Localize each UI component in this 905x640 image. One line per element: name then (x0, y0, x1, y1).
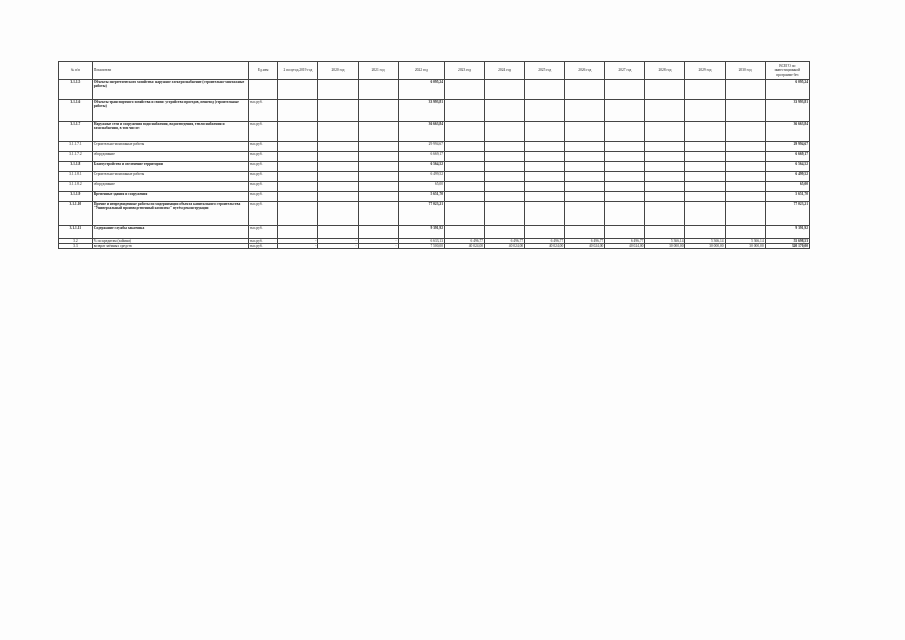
row-value (565, 192, 605, 202)
row-value (358, 122, 398, 142)
row-value: 36 663,84 (398, 122, 444, 142)
header-year: 2022 год (398, 62, 444, 80)
row-value: 29 994,67 (398, 142, 444, 152)
row-value: 5 366,14 (645, 239, 685, 244)
row-value: 6 633,13 (398, 239, 444, 244)
row-total: 6 564,52 (765, 162, 809, 172)
row-value (358, 100, 398, 122)
row-value (445, 100, 485, 122)
row-name: возврат заёмных средств (92, 244, 248, 249)
row-value (685, 226, 725, 239)
row-value: 30 000,00 (725, 244, 765, 249)
row-unit: тыс.руб. (248, 172, 278, 182)
row-value: - (318, 239, 358, 244)
row-total: 5 651,70 (765, 192, 809, 202)
row-unit: тыс.руб. (248, 244, 278, 249)
row-value (485, 122, 525, 142)
row-number: 3.1.1.7.2 (59, 152, 93, 162)
row-value: - (318, 244, 358, 249)
row-value (318, 122, 358, 142)
row-value (358, 202, 398, 226)
row-value (565, 122, 605, 142)
row-value (358, 172, 398, 182)
row-value (485, 182, 525, 192)
row-value (525, 162, 565, 172)
row-name: Благоустройство и озеленение территории (92, 162, 248, 172)
row-value (278, 152, 318, 162)
row-value (685, 182, 725, 192)
row-value (318, 202, 358, 226)
row-number: 3.1.1.7.1 (59, 142, 93, 152)
row-name: Объекты энергетического хозяйства: наружное электроснабжение (строительно-монтажные работы) (92, 80, 248, 100)
row-value (725, 182, 765, 192)
row-total: 55 698,53 (765, 239, 809, 244)
row-value (645, 152, 685, 162)
row-value (725, 152, 765, 162)
header-year: 2023 год (445, 62, 485, 80)
row-value (725, 226, 765, 239)
row-value (525, 192, 565, 202)
row-value: 5 651,70 (398, 192, 444, 202)
row-value (318, 142, 358, 152)
row-value (645, 122, 685, 142)
row-number: 3.3 (59, 244, 93, 249)
row-value (278, 182, 318, 192)
row-value (725, 192, 765, 202)
row-value (485, 226, 525, 239)
row-value: 6 669,17 (398, 152, 444, 162)
row-value (645, 162, 685, 172)
row-value: 5 366,14 (685, 239, 725, 244)
row-value (725, 162, 765, 172)
row-value (685, 152, 725, 162)
row-value (278, 142, 318, 152)
row-value (685, 192, 725, 202)
table-header-row (59, 62, 810, 80)
row-value (605, 172, 645, 182)
row-value: 5 366,14 (725, 239, 765, 244)
row-value (525, 100, 565, 122)
row-value: 40 024,00 (605, 244, 645, 249)
row-value (445, 142, 485, 152)
header-year: 2 полугод.2019 год (278, 62, 318, 80)
row-value: - (358, 244, 398, 249)
row-value (445, 162, 485, 172)
row-value (565, 100, 605, 122)
row-value: 65,00 (398, 182, 444, 192)
table-row (59, 122, 810, 142)
row-value: - (358, 239, 398, 244)
row-value: 40 024,00 (445, 244, 485, 249)
row-unit: тыс.руб. (248, 202, 278, 226)
investment-table (58, 61, 810, 249)
row-value: 6 496,77 (605, 239, 645, 244)
row-unit (248, 80, 278, 100)
row-value: 6 095,24 (398, 80, 444, 100)
row-total: 9 391,92 (765, 226, 809, 239)
row-value (485, 172, 525, 182)
row-value (645, 202, 685, 226)
row-value (685, 172, 725, 182)
row-value: 40 024,00 (565, 244, 605, 249)
row-value (605, 192, 645, 202)
row-value (445, 182, 485, 192)
header-unit: Ед.изм (248, 62, 278, 80)
row-value (565, 162, 605, 172)
table-row (59, 100, 810, 122)
row-value: 30 000,00 (645, 244, 685, 249)
row-value: 6 564,52 (398, 162, 444, 172)
row-value (525, 142, 565, 152)
row-unit: тыс.руб. (248, 182, 278, 192)
row-value (565, 182, 605, 192)
row-total: 6 669,17 (765, 152, 809, 162)
row-value (278, 80, 318, 100)
row-value (525, 80, 565, 100)
row-value (565, 172, 605, 182)
row-value (685, 142, 725, 152)
row-value (485, 202, 525, 226)
row-number: 3.1.1.11 (59, 226, 93, 239)
row-value: - (278, 239, 318, 244)
row-value (565, 202, 605, 226)
row-value (358, 192, 398, 202)
row-value (565, 80, 605, 100)
header-name: Показатели (92, 62, 248, 80)
row-value: 9 391,92 (398, 226, 444, 239)
row-value (318, 182, 358, 192)
row-total: 6 499,52 (765, 172, 809, 182)
row-value (278, 202, 318, 226)
row-value (565, 226, 605, 239)
row-value (485, 142, 525, 152)
row-unit: тыс.руб. (248, 152, 278, 162)
row-value (685, 122, 725, 142)
row-value (358, 226, 398, 239)
row-value (318, 152, 358, 162)
row-value (725, 172, 765, 182)
header-total: ВСЕГО по инвестиционной программе без (765, 62, 809, 80)
row-value (318, 80, 358, 100)
row-name: Строительно-монтажные работы (92, 172, 248, 182)
row-value (445, 226, 485, 239)
row-value (278, 172, 318, 182)
table-row (59, 142, 810, 152)
row-value: 40 024,00 (485, 244, 525, 249)
row-number: 3.1.1.8.1 (59, 172, 93, 182)
header-year: 2029 год (685, 62, 725, 80)
row-value (645, 192, 685, 202)
row-value: - (278, 244, 318, 249)
row-number: 3.2 (59, 239, 93, 244)
row-value (445, 80, 485, 100)
row-unit: тыс.руб. (248, 162, 278, 172)
row-value (485, 80, 525, 100)
row-value (485, 162, 525, 172)
row-value (605, 226, 645, 239)
row-value: 6 499,52 (398, 172, 444, 182)
row-name: Объекты транспортного хозяйства и связи: устройство проездов, пешеход (строительные работы) (92, 100, 248, 122)
row-value (525, 226, 565, 239)
row-value: 6 496,77 (565, 239, 605, 244)
row-value (318, 100, 358, 122)
row-value (645, 182, 685, 192)
row-value (645, 142, 685, 152)
row-unit: тыс.руб. (248, 122, 278, 142)
row-value (485, 100, 525, 122)
row-name: оборудование (92, 182, 248, 192)
table-row (59, 152, 810, 162)
row-value: 30 000,00 (685, 244, 725, 249)
row-total: 33 993,81 (765, 100, 809, 122)
row-value (358, 152, 398, 162)
header-year: 2026 год (565, 62, 605, 80)
row-value (645, 80, 685, 100)
row-value (445, 152, 485, 162)
row-value (725, 142, 765, 152)
row-number: 3.1.1.9 (59, 192, 93, 202)
row-name: Временные здания и сооружения (92, 192, 248, 202)
row-number: 3.1.1.5 (59, 80, 93, 100)
row-total: 320 170,00 (765, 244, 809, 249)
table-row (59, 244, 810, 249)
header-num: № п/п (59, 62, 93, 80)
row-total: 6 095,24 (765, 80, 809, 100)
row-value (318, 162, 358, 172)
row-value (445, 192, 485, 202)
row-value (278, 192, 318, 202)
row-value (358, 142, 398, 152)
row-unit: тыс.руб. (248, 239, 278, 244)
row-value: 33 993,81 (398, 100, 444, 122)
row-value (445, 172, 485, 182)
table-row (59, 162, 810, 172)
row-value (725, 100, 765, 122)
row-value: 6 496,77 (485, 239, 525, 244)
row-name: оборудование (92, 152, 248, 162)
row-value (278, 162, 318, 172)
row-value (645, 172, 685, 182)
table-row (59, 182, 810, 192)
row-value: 7 500,00 (398, 244, 444, 249)
row-value (485, 152, 525, 162)
table-row (59, 80, 810, 100)
row-total: 36 663,84 (765, 122, 809, 142)
row-value (605, 80, 645, 100)
row-value (525, 122, 565, 142)
row-unit: тыс.руб. (248, 100, 278, 122)
row-value (278, 226, 318, 239)
table-row (59, 172, 810, 182)
row-value (278, 100, 318, 122)
row-value (565, 152, 605, 162)
row-value (685, 80, 725, 100)
row-number: 3.1.1.7 (59, 122, 93, 142)
row-value (485, 192, 525, 202)
header-year: 2025 год (525, 62, 565, 80)
row-value (645, 100, 685, 122)
row-value (685, 162, 725, 172)
row-number: 3.1.1.8 (59, 162, 93, 172)
row-name: Содержание службы заказчика (92, 226, 248, 239)
row-value: 40 024,00 (525, 244, 565, 249)
header-year: 2021 год (358, 62, 398, 80)
row-value (525, 152, 565, 162)
row-value (278, 122, 318, 142)
header-year: 2024 год (485, 62, 525, 80)
header-year: 2027 год (605, 62, 645, 80)
row-value (358, 80, 398, 100)
row-unit: тыс.руб. (248, 142, 278, 152)
row-value (565, 142, 605, 152)
row-value (605, 182, 645, 192)
row-value: 77 023,21 (398, 202, 444, 226)
table-row (59, 192, 810, 202)
row-value (725, 80, 765, 100)
row-value (358, 182, 398, 192)
row-total: 65,00 (765, 182, 809, 192)
row-value (318, 172, 358, 182)
row-name: % по кредитам (займам) (92, 239, 248, 244)
row-name: Прочие и непредвиденные работы по модернизации объекта капитального строительства "Универсальный производственный комплекс" путём реконструкции (92, 202, 248, 226)
row-name: Наружные сети и сооружения водоснабжения, водоотведения, теплоснабжения и газоснабжения, в том числе: (92, 122, 248, 142)
row-value (725, 202, 765, 226)
row-value (525, 182, 565, 192)
row-unit: тыс.руб. (248, 192, 278, 202)
row-value (605, 162, 645, 172)
row-number: 3.1.1.8.2 (59, 182, 93, 192)
row-value (685, 100, 725, 122)
row-value (685, 202, 725, 226)
row-value (525, 202, 565, 226)
row-value (605, 142, 645, 152)
row-total: 77 023,21 (765, 202, 809, 226)
table-row (59, 226, 810, 239)
header-year: 2030 год (725, 62, 765, 80)
row-value (445, 202, 485, 226)
row-value: 6 496,77 (445, 239, 485, 244)
row-value (358, 162, 398, 172)
row-value (605, 122, 645, 142)
row-value (725, 122, 765, 142)
row-number: 3.1.1.10 (59, 202, 93, 226)
row-value (605, 100, 645, 122)
row-value (645, 226, 685, 239)
row-value (605, 152, 645, 162)
row-unit: тыс.руб. (248, 226, 278, 239)
header-year: 2020 год (318, 62, 358, 80)
row-value (318, 192, 358, 202)
row-number: 3.1.1.6 (59, 100, 93, 122)
row-value (605, 202, 645, 226)
row-value (445, 122, 485, 142)
row-value: 6 496,77 (525, 239, 565, 244)
row-value (318, 226, 358, 239)
row-value (525, 172, 565, 182)
table-row (59, 202, 810, 226)
header-year: 2028 год (645, 62, 685, 80)
row-total: 29 994,67 (765, 142, 809, 152)
row-name: Строительно-монтажные работы (92, 142, 248, 152)
